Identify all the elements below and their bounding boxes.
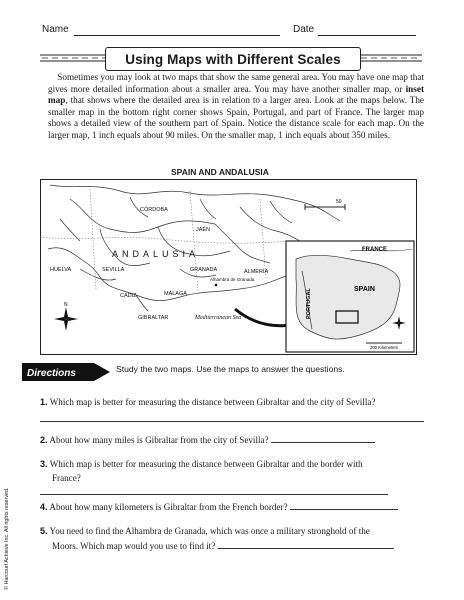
city-granada: GRANADA <box>190 267 218 273</box>
question-text-cont: France? <box>52 472 81 483</box>
chain-border-right <box>359 52 422 64</box>
question-text: Which map is better for measuring the distance between Gibraltar and the city of Sevilla? <box>49 397 376 407</box>
inset-map <box>286 241 414 352</box>
city-almeria: ALMERÍA <box>244 269 269 275</box>
directions-badge-label: Directions <box>27 368 76 379</box>
region-label: ANDALUSIA <box>112 249 200 259</box>
date-field[interactable] <box>318 35 416 36</box>
answer-line[interactable] <box>218 539 394 549</box>
answer-line[interactable] <box>290 500 398 510</box>
main-scale-label: 50 <box>336 199 342 205</box>
map-figure <box>40 179 417 355</box>
question-number: 4. <box>40 502 48 512</box>
landmark-marker <box>215 284 218 287</box>
question-number: 1. <box>40 397 48 407</box>
question-number: 2. <box>40 435 48 445</box>
question-5 <box>40 525 424 553</box>
page-title: Using Maps with Different Scales <box>105 47 361 71</box>
question-text: About how many miles is Gibraltar from the city of Sevilla? <box>49 435 269 445</box>
sea-label: Mediterranean Sea <box>195 315 242 321</box>
question-number: 5. <box>40 526 48 536</box>
directions-badge-icon <box>22 362 112 382</box>
city-huelva: HUELVA <box>50 267 72 273</box>
answer-line[interactable] <box>40 485 388 495</box>
intro-paragraph <box>48 72 424 142</box>
inset-portugal-label: PORTUGAL <box>306 288 312 319</box>
city-malaga: MÁLAGA <box>164 291 187 297</box>
question-number: 3. <box>40 459 48 469</box>
question-text-cont: Moors. Which map would you use to find it? <box>52 540 216 551</box>
intro-text-1: Sometimes you may look at two maps that show the same general area. You may have one map that gives more detailed information about a smaller area. You may have another smaller map, or <box>48 72 424 94</box>
landmark-label: Alhambra de Granada <box>210 277 255 282</box>
inset-france-label: FRANCE <box>362 247 387 253</box>
chain-border-left <box>40 52 106 64</box>
directions-text: Study the two maps. Use the maps to answer the questions. <box>116 364 345 374</box>
city-cordoba: CÓRDOBA <box>140 207 168 213</box>
inset-spain-label: SPAIN <box>354 286 375 293</box>
question-3 <box>40 458 424 500</box>
answer-line[interactable] <box>40 410 424 422</box>
city-jaen: JAÉN <box>196 227 211 233</box>
answer-line[interactable] <box>271 433 375 443</box>
map-title: SPAIN AND ANDALUSIA <box>171 167 269 177</box>
question-1 <box>40 396 424 422</box>
name-field[interactable] <box>74 35 280 36</box>
question-text: Which map is better for measuring the distance between Gibraltar and the border with <box>49 459 363 469</box>
question-4 <box>40 500 424 515</box>
intro-text-2: , that shows where the detailed area is in relation to a larger area. Look at the maps below. The smaller map in the bottom right corner shows Spain, Portugal, and part of France. The larger map shows a detailed view of the southern part of Spain. Notice the distance scale for each map. On the larger map, 1 inch equals about 90 miles. On the smaller map, 1 inch equals about 350 miles. <box>48 95 424 140</box>
city-gibraltar: GIBRALTAR <box>138 315 169 321</box>
question-text: About how many kilometers is Gibraltar from the French border? <box>49 502 288 512</box>
question-2 <box>40 433 424 448</box>
intro-term: inset map <box>48 83 424 106</box>
city-cadiz: CÁDIZ <box>120 293 137 299</box>
city-sevilla: SEVILLA <box>102 267 125 273</box>
svg-text:N: N <box>64 302 68 308</box>
name-label: Name <box>42 24 69 35</box>
question-text: You need to find the Alhambra de Granada, which was once a military stronghold of the <box>49 526 370 536</box>
copyright-notice: © Harcourt Achieve Inc. All rights reserved. <box>4 487 10 590</box>
date-label: Date <box>293 24 315 35</box>
inset-scale-label: 200 Kilometers <box>370 345 398 350</box>
